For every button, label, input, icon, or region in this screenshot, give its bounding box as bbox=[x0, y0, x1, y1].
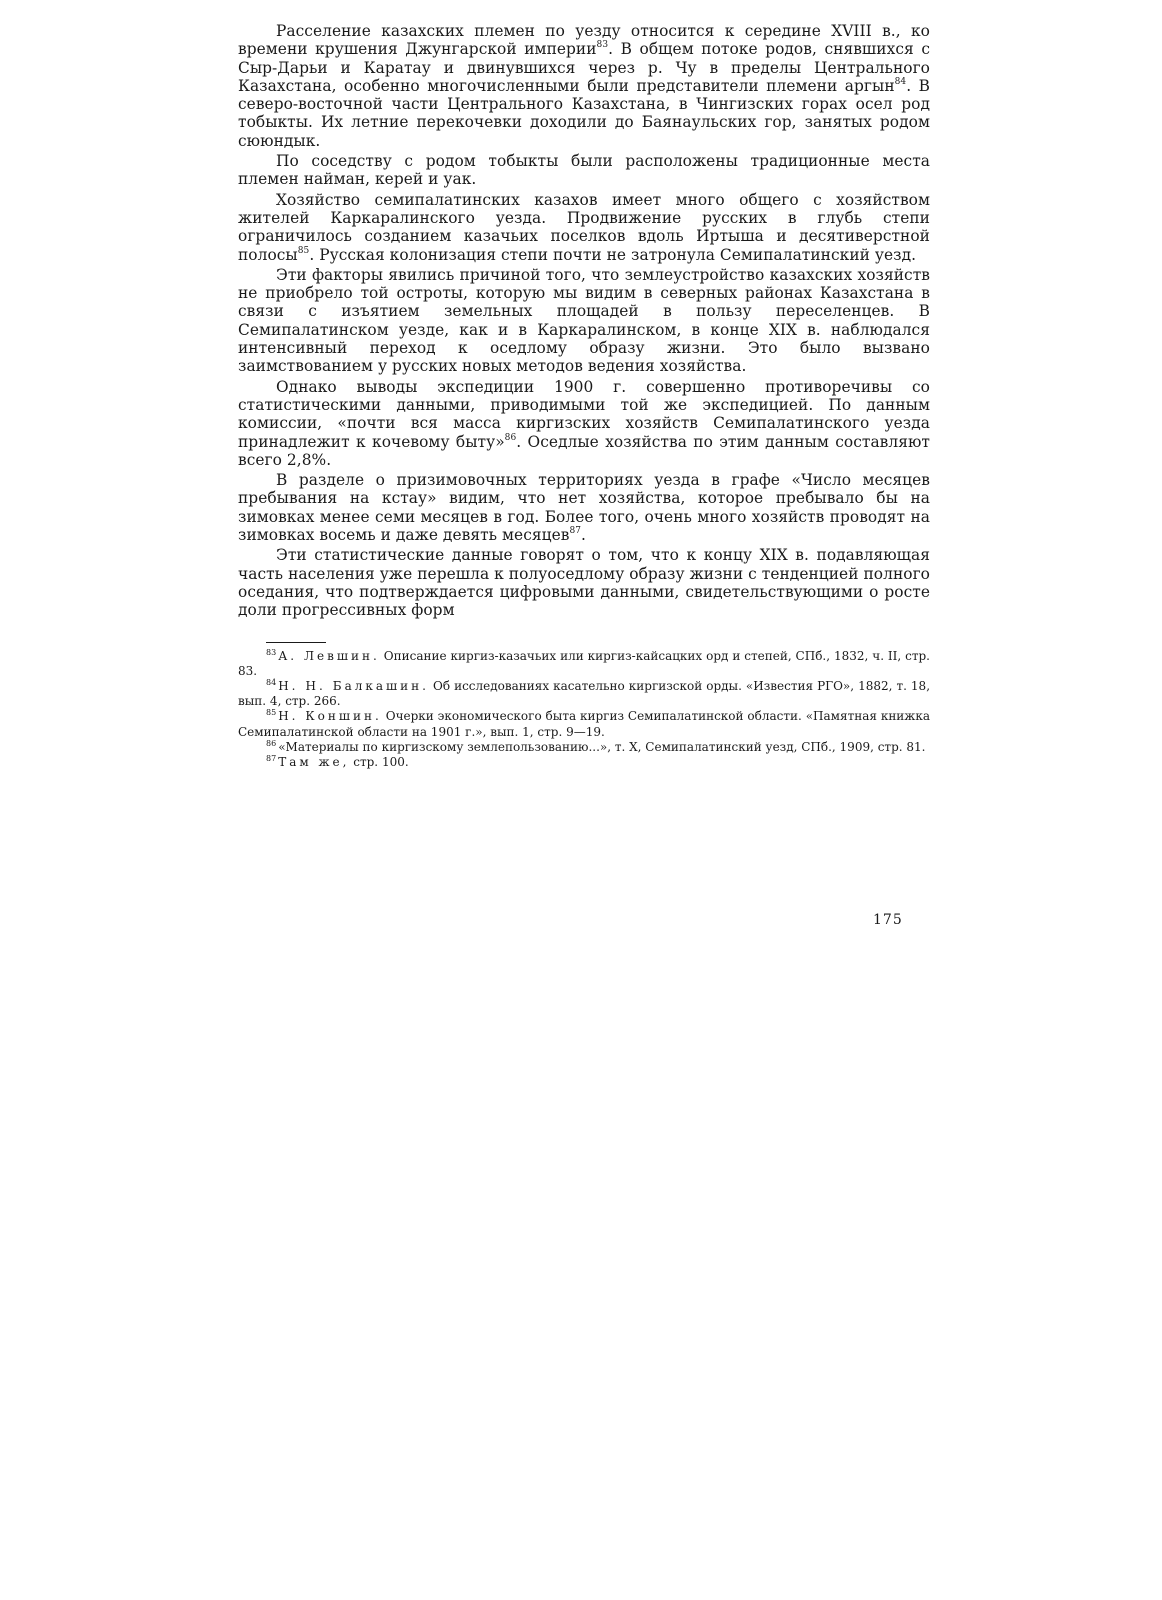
footnote-ref-83[interactable]: 83 bbox=[596, 40, 609, 51]
page-number: 175 bbox=[873, 912, 903, 928]
footnote-ref-87[interactable]: 87 bbox=[569, 526, 582, 537]
footnote-87 bbox=[238, 755, 930, 770]
paragraph-3 bbox=[238, 191, 930, 264]
footnote-number: 87 bbox=[266, 753, 277, 763]
paragraph-2 bbox=[238, 152, 930, 189]
footnote-text: Описание киргиз-казачьих или киргиз-кайсацких орд и степей, СПб., 1832, ч. II, стр. 83. bbox=[238, 648, 930, 678]
paragraph-5 bbox=[238, 378, 930, 469]
footnote-text: «Материалы по киргизскому землепользованию...», т. X, Семипалатинский уезд, СПб., 1909, стр. 81. bbox=[278, 739, 926, 754]
paragraph-3-text-a: Хозяйство семипалатинских казахов имеет много общего с хозяйством жителей Каркаралинского уезда. Продвижение русских в глубь степи ограничилось созданием казачьих поселков вдоль Иртыша и десятиверстной полосы bbox=[238, 190, 930, 264]
footnote-85 bbox=[238, 709, 930, 739]
paragraph-7-text: Эти статистические данные говорят о том, что к концу XIX в. подавляющая часть населения уже перешла к полуоседлому образу жизни с тенденцией полного оседания, что подтверждается цифровыми данными, свидетельствующими о росте доли прогрессивных форм bbox=[238, 546, 930, 620]
paragraph-6-text-a: В разделе о призимовочных территориях уезда в графе «Число месяцев пребывания на кстау» видим, что нет хозяйства, которое пребывало бы на зимовках менее семи месяцев в год. Более того, очень много хозяйств проводят на зимовках восемь и даже девять месяцев bbox=[238, 471, 930, 545]
paragraph-7 bbox=[238, 546, 930, 619]
footnote-ref-84[interactable]: 84 bbox=[894, 76, 907, 87]
page-body bbox=[238, 22, 930, 770]
footnote-author: А. Левшин. bbox=[278, 648, 380, 663]
footnote-83 bbox=[238, 649, 930, 679]
footnote-number: 85 bbox=[266, 708, 277, 718]
footnote-ref-85[interactable]: 85 bbox=[297, 245, 310, 256]
footnote-number: 86 bbox=[266, 738, 277, 748]
paragraph-6-text-b: . bbox=[581, 526, 586, 545]
paragraph-1-text-a: Расселение казахских племен по уезду относится к середине XVIII в., ко времени крушения Джунгарской империи bbox=[238, 22, 930, 59]
paragraph-4-text: Эти факторы явились причиной того, что землеустройство казахских хозяйств не приобрело той остроты, которую мы видим в северных районах Казахстана в связи с изъятием земельных площадей в пользу переселенцев. В Семипалатинском уезде, как и в Каркаралинском, в конце XIX в. наблюдался интенсивный переход к оседлому образу жизни. Это было вызвано заимствованием у русских новых методов ведения хозяйства. bbox=[238, 265, 930, 376]
paragraph-5-text-a: Однако выводы экспедиции 1900 г. совершенно противоречивы со статистическими данными, приводимыми той же экспедицией. По данным комиссии, «почти вся масса киргизских хозяйств Семипалатинского уезда принадлежит к кочевому быту» bbox=[238, 377, 930, 451]
footnote-text: стр. 100. bbox=[349, 754, 409, 769]
footnote-author: Н. Коншин. bbox=[278, 709, 382, 724]
footnote-author: Н. Н. Балкашин. bbox=[278, 678, 429, 693]
paragraph-3-text-b: . Русская колонизация степи почти не затронула Семипалатинский уезд. bbox=[309, 245, 917, 264]
footnote-text: Об исследованиях касательно киргизской орды. «Известия РГО», 1882, т. 18, вып. 4, стр. 266. bbox=[238, 678, 931, 709]
footnote-number: 83 bbox=[266, 647, 277, 657]
paragraph-1-text-b: . В общем потоке родов, снявшихся с Сыр-Дарьи и Каратау и двинувшихся через р. Чу в пределы Центрального Казахстана, особенно многочисленными были представители племени аргын bbox=[238, 40, 930, 95]
footnote-text: Очерки экономического быта киргиз Семипалатинской области. «Памятная книжка Семипалатинской области на 1901 г.», вып. 1, стр. 9—19. bbox=[238, 709, 931, 739]
paragraph-5-text-b: . Оседлые хозяйства по этим данным составляют всего 2,8%. bbox=[238, 432, 930, 469]
paragraph-1-text-c: . В северо-восточной части Центрального Казахстана, в Чингизских горах осел род тобыкты. Их летние перекочевки доходили до Баянаульских гор, занятых родом сююндык. bbox=[238, 76, 931, 150]
paragraph-1 bbox=[238, 22, 930, 150]
paragraph-2-text: По соседству с родом тобыкты были расположены традиционные места племен найман, керей и уак. bbox=[238, 152, 930, 189]
footnote-separator bbox=[266, 642, 326, 643]
footnote-86 bbox=[238, 740, 930, 755]
footnote-author: Там же, bbox=[278, 754, 350, 769]
footnote-ref-86[interactable]: 86 bbox=[504, 432, 517, 443]
footnote-number: 84 bbox=[266, 677, 277, 687]
paragraph-6 bbox=[238, 471, 930, 544]
footnote-84 bbox=[238, 679, 930, 709]
paragraph-4 bbox=[238, 266, 930, 376]
